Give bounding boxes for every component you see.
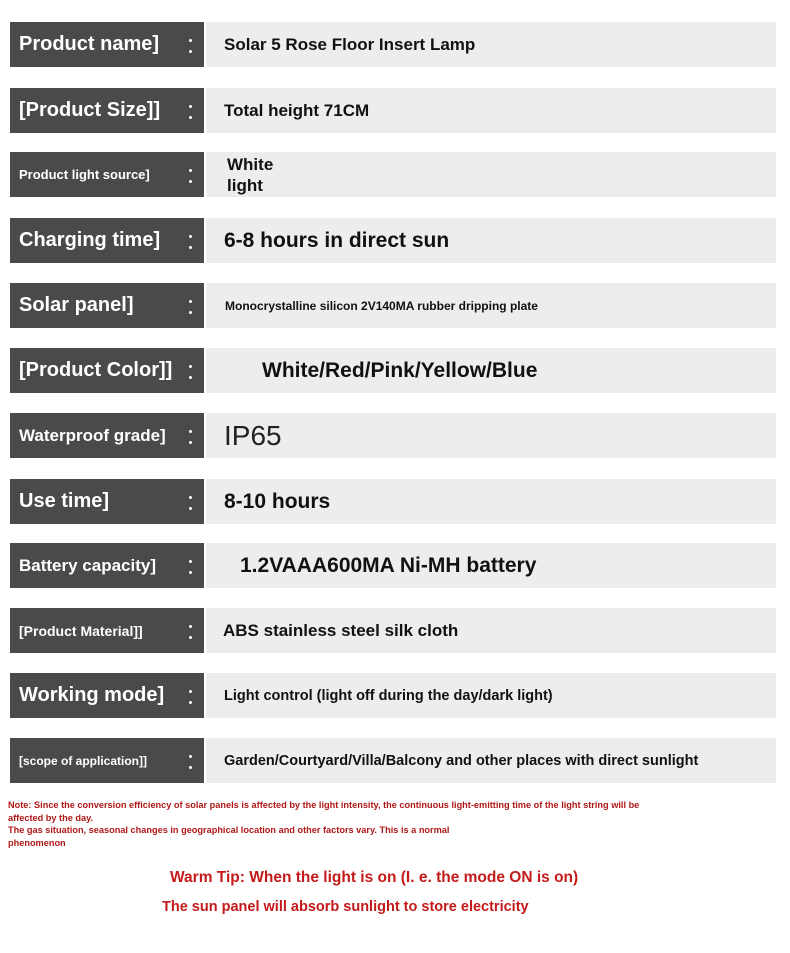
- spec-row-light-source: [10, 152, 776, 197]
- warm-tip-line1: Warm Tip: When the light is on (I. e. the mode ON is on): [170, 869, 579, 886]
- spec-label: [Product Size]]: [10, 88, 204, 133]
- spec-value: ABS stainless steel silk cloth: [206, 608, 776, 653]
- spec-label: [Product Color]]: [10, 348, 204, 393]
- spec-label: Waterproof grade]: [10, 413, 204, 458]
- spec-row-product-size: [10, 88, 776, 133]
- spec-label: Use time]: [10, 479, 204, 524]
- spec-label: Product name]: [10, 22, 204, 67]
- spec-value: Solar 5 Rose Floor Insert Lamp: [206, 22, 776, 67]
- warm-tip-line2: The sun panel will absorb sunlight to store electricity: [162, 899, 529, 915]
- spec-label: [Product Material]]: [10, 608, 204, 653]
- note-line: The gas situation, seasonal changes in geographical location and other factors vary. This is a normal: [8, 825, 450, 835]
- spec-value: [206, 152, 776, 197]
- spec-row-product-color: [10, 348, 776, 393]
- colon-separator: [186, 673, 196, 718]
- spec-row-scope-of-application: [10, 738, 776, 783]
- colon-separator: [186, 738, 196, 783]
- note-line: Note: Since the conversion efficiency of solar panels is affected by the light intensity, the continuous light-emitting time of the light string will be: [8, 800, 640, 810]
- spec-label: Working mode]: [10, 673, 204, 718]
- colon-separator: [186, 608, 196, 653]
- spec-value: Total height 71CM: [206, 88, 776, 133]
- spec-row-use-time: [10, 479, 776, 524]
- spec-row-charging-time: [10, 218, 776, 263]
- colon-separator: [186, 22, 196, 67]
- note-line: phenomenon: [8, 837, 66, 848]
- spec-value: IP65: [206, 413, 776, 458]
- colon-separator: [186, 218, 196, 263]
- colon-separator: [186, 413, 196, 458]
- spec-value: White/Red/Pink/Yellow/Blue: [206, 348, 776, 393]
- spec-value: Light control (light off during the day/dark light): [206, 673, 776, 718]
- disclaimer-note: [8, 799, 728, 849]
- spec-row-battery-capacity: [10, 543, 776, 588]
- colon-separator: [186, 479, 196, 524]
- spec-label: Solar panel]: [10, 283, 204, 328]
- spec-label: Charging time]: [10, 218, 204, 263]
- spec-value-line: White: [227, 154, 274, 174]
- spec-label: Product light source]: [10, 152, 204, 197]
- spec-row-solar-panel: [10, 283, 776, 328]
- spec-value: 8-10 hours: [206, 479, 776, 524]
- colon-separator: [186, 152, 196, 197]
- spec-row-waterproof-grade: [10, 413, 776, 458]
- spec-label: [scope of application]]: [10, 738, 204, 783]
- spec-value: Garden/Courtyard/Villa/Balcony and other places with direct sunlight: [206, 738, 776, 783]
- colon-separator: [186, 348, 196, 393]
- spec-row-working-mode: [10, 673, 776, 718]
- spec-value: 1.2VAAA600MA Ni-MH battery: [206, 543, 776, 588]
- spec-value: 6-8 hours in direct sun: [206, 218, 776, 263]
- colon-separator: [186, 543, 196, 588]
- colon-separator: [186, 283, 196, 328]
- spec-row-product-material: [10, 608, 776, 653]
- spec-label: Battery capacity]: [10, 543, 204, 588]
- note-line: affected by the day.: [8, 812, 94, 823]
- spec-value: Monocrystalline silicon 2V140MA rubber dripping plate: [206, 283, 776, 328]
- spec-value-line: light: [227, 175, 263, 195]
- spec-row-product-name: [10, 22, 776, 67]
- colon-separator: [186, 88, 196, 133]
